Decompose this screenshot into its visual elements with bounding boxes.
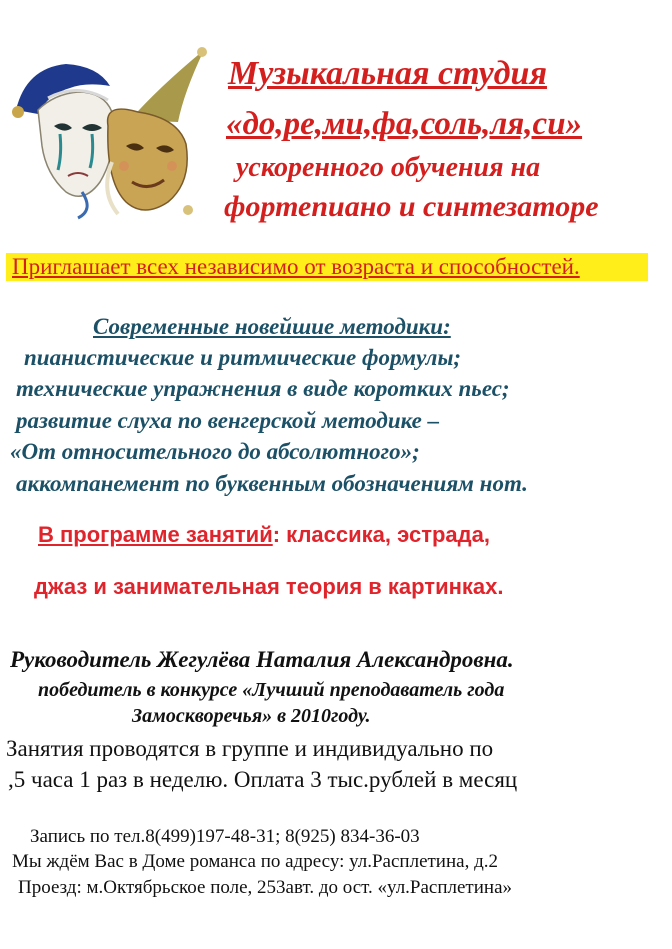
invitation-banner	[6, 253, 648, 281]
title-line-1: Музыкальная студия	[228, 55, 547, 92]
title-line-4: фортепиано и синтезаторе	[224, 190, 599, 223]
methods-item: аккомпанемент по буквенным обозначениям нот.	[16, 471, 528, 496]
classes-line-1: Занятия проводятся в группе и индивидуально по	[6, 736, 494, 761]
contact-address: Мы ждём Вас в Доме романса по адресу: ул.Расплетина, д.2	[12, 851, 498, 872]
theatre-masks-icon	[8, 42, 208, 222]
classes-line-2: ,5 часа 1 раз в неделю. Оплата 3 тыс.рублей в месяц	[8, 767, 518, 792]
program-line-1-rest: : классика, эстрада,	[272, 522, 490, 547]
program-line-2: джаз и занимательная теория в картинках.	[34, 574, 504, 599]
methods-item: пианистические и ритмические формулы;	[24, 345, 462, 370]
contact-phone: Запись по тел.8(499)197-48-31; 8(925) 834-36-03	[30, 826, 420, 847]
director-award-line-2: Замоскворечья» в 2010году.	[132, 705, 371, 727]
invitation-text: Приглашает всех независимо от возраста и способностей.	[12, 254, 580, 279]
director-award-line-1: победитель в конкурсе «Лучший преподаватель года	[38, 679, 505, 701]
methods-item: развитие слуха по венгерской методике –	[16, 408, 440, 433]
program-line-1	[38, 522, 490, 548]
program-label: В программе занятий	[38, 522, 273, 547]
methods-heading: Современные новейшие методики:	[93, 314, 451, 339]
contact-directions: Проезд: м.Октябрьское поле, 253авт. до ост. «ул.Расплетина»	[18, 877, 513, 898]
director-name: Руководитель Жегулёва Наталия Александровна.	[10, 647, 514, 672]
title-line-2: «до,ре,ми,фа,соль,ля,си»	[226, 106, 583, 142]
methods-item: «От относительного до абсолютного»;	[10, 439, 420, 464]
methods-item: технические упражнения в виде коротких пьес;	[16, 376, 510, 401]
title-line-3: ускоренного обучения на	[236, 152, 541, 183]
